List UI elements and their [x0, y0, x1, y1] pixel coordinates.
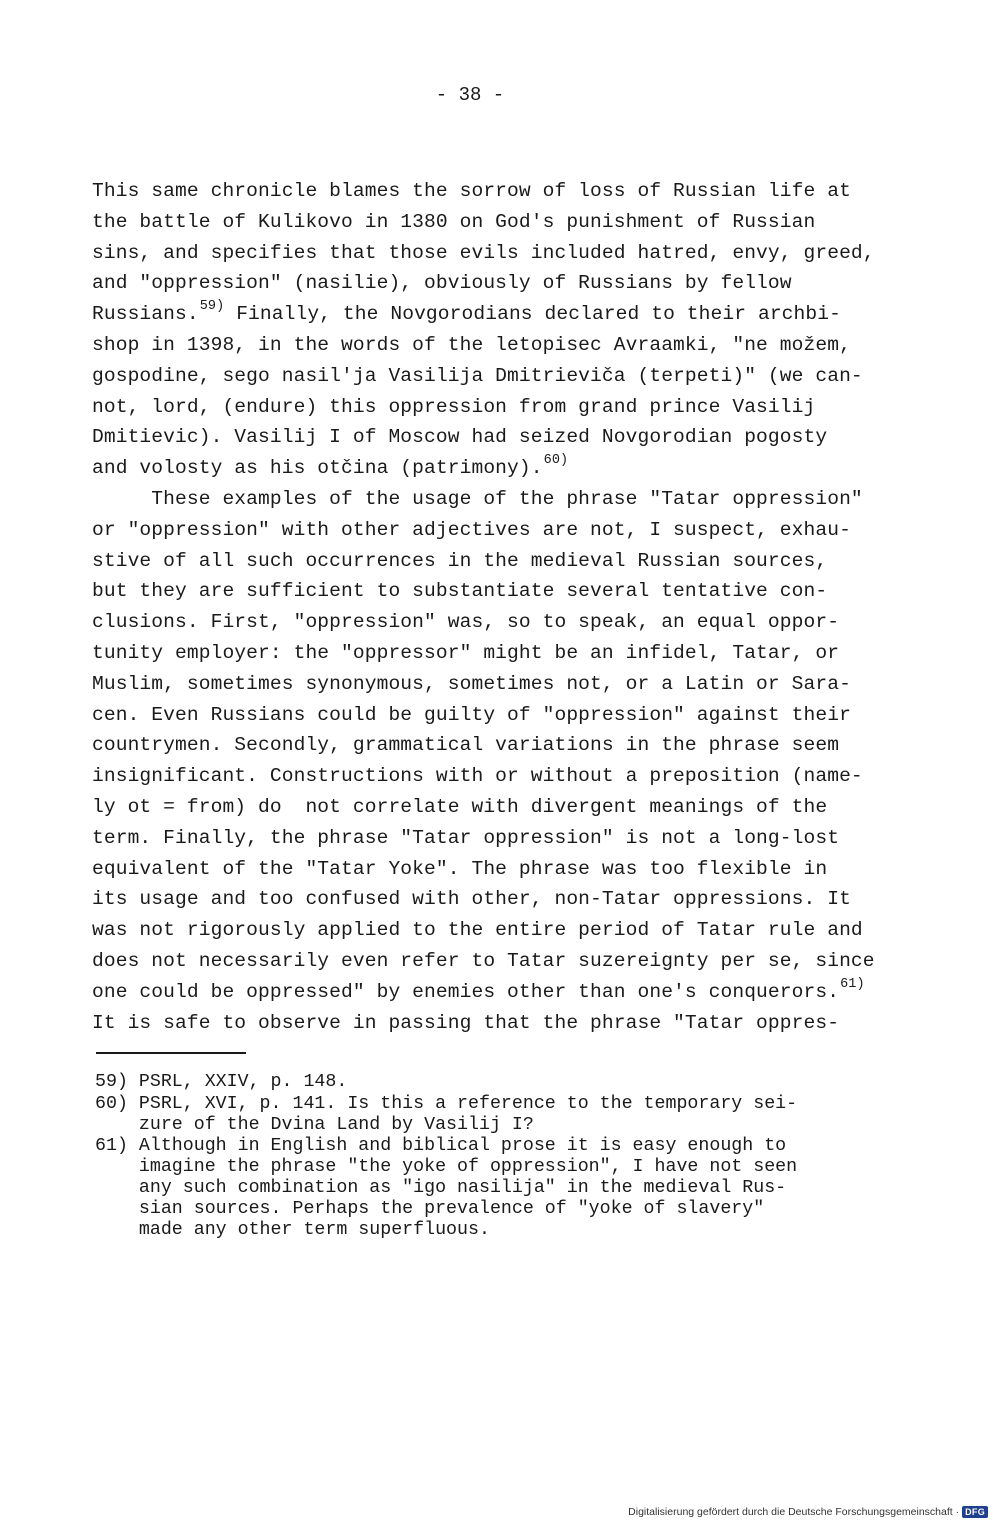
footnote-reference: 60) [543, 453, 569, 469]
text-line [92, 515, 912, 546]
line-text: and volosty as his otčina (patrimony). [92, 457, 543, 480]
text-line [92, 854, 912, 885]
text-line [92, 176, 912, 207]
line-text-continued: Finally, the Novgorodians declared to their archbi- [224, 303, 841, 326]
footnote-reference: 59) [199, 299, 225, 315]
body-text [92, 176, 912, 1038]
footnote-line: zure of the Dvina Land by Vasilij I? [95, 1114, 534, 1135]
line-text: countrymen. Secondly, grammatical variations in the phrase seem [92, 734, 840, 757]
text-line [92, 484, 912, 515]
line-text: Russians. [92, 303, 199, 326]
line-text: the battle of Kulikovo in 1380 on God's punishment of Russian [92, 210, 816, 233]
text-line [92, 453, 912, 484]
footnote [95, 1094, 915, 1136]
text-line [92, 207, 912, 238]
text-line [92, 546, 912, 577]
text-line [92, 946, 912, 977]
text-line [92, 422, 912, 453]
footnote-line: made any other term superfluous. [95, 1219, 490, 1240]
line-text: its usage and too confused with other, non-Tatar oppressions. It [92, 888, 851, 911]
line-text: cen. Even Russians could be guilty of "oppression" against their [92, 703, 851, 726]
footnote-divider [96, 1052, 246, 1054]
line-text: was not rigorously applied to the entire period of Tatar rule and [92, 919, 863, 942]
line-text: ly ot = from) do not correlate with divergent meanings of the [92, 795, 828, 818]
footnote-reference: 61) [840, 976, 865, 992]
line-text: one could be oppressed" by enemies other than one's conquerors. [92, 980, 840, 1003]
text-line [92, 977, 912, 1008]
line-text: insignificant. Constructions with or without a preposition (name- [92, 765, 863, 788]
text-line [92, 638, 912, 669]
footnote-line: 59) PSRL, XXIV, p. 148. [95, 1072, 348, 1092]
footnote [95, 1072, 915, 1093]
line-text: sins, and specifies that those evils included hatred, envy, greed, [92, 241, 875, 264]
page-number: - 38 - [435, 84, 505, 106]
line-text: equivalent of the "Tatar Yoke". The phrase was too flexible in [92, 857, 828, 880]
text-line [92, 915, 912, 946]
text-line [92, 299, 912, 330]
funding-credit [628, 1506, 988, 1518]
funding-credit-text: Digitalisierung gefördert durch die Deutsche Forschungsgemeinschaft · [628, 1506, 960, 1518]
line-text: term. Finally, the phrase "Tatar oppression" is not a long-lost [92, 826, 840, 849]
text-line [92, 823, 912, 854]
text-line [92, 700, 912, 731]
footnote-line: 60) PSRL, XVI, p. 141. Is this a reference to the temporary sei- [95, 1093, 798, 1114]
text-line [92, 576, 912, 607]
text-line [92, 268, 912, 299]
dfg-logo: DFG [962, 1506, 988, 1518]
text-line [92, 884, 912, 915]
text-line [92, 392, 912, 423]
line-text: but they are sufficient to substantiate several tentative con- [92, 580, 828, 603]
text-line [92, 669, 912, 700]
text-line [92, 330, 912, 361]
text-line [92, 238, 912, 269]
line-text: and "oppression" (nasilie), obviously of Russians by fellow [92, 272, 792, 295]
text-line [92, 761, 912, 792]
line-text: does not necessarily even refer to Tatar suzereignty per se, since [92, 949, 875, 972]
footnote [95, 1136, 915, 1240]
footnote-line: 61) Although in English and biblical prose it is easy enough to [95, 1136, 787, 1157]
text-line [92, 792, 912, 823]
text-line [92, 730, 912, 761]
text-line [92, 607, 912, 638]
line-text: Dmitievic). Vasilij I of Moscow had seized Novgorodian pogosty [92, 426, 828, 449]
line-text: gospodine, sego nasil'ja Vasilija Dmitrieviča (terpeti)" (we can- [92, 364, 863, 387]
line-text: This same chronicle blames the sorrow of loss of Russian life at [92, 180, 851, 202]
footnote-line: any such combination as "igo nasilija" in the medieval Rus- [95, 1177, 787, 1198]
line-text: It is safe to observe in passing that the phrase "Tatar oppres- [92, 1011, 840, 1034]
text-line [92, 361, 912, 392]
line-text: tunity employer: the "oppressor" might be an infidel, Tatar, or [92, 641, 840, 664]
footnote-line: sian sources. Perhaps the prevalence of "yoke of slavery" [95, 1198, 765, 1219]
line-text: clusions. First, "oppression" was, so to speak, an equal oppor- [92, 611, 840, 634]
line-text: Muslim, sometimes synonymous, sometimes not, or a Latin or Sara- [92, 672, 851, 695]
line-text: shop in 1398, in the words of the letopisec Avraamki, "ne možem, [92, 333, 851, 356]
line-text: stive of all such occurrences in the medieval Russian sources, [92, 549, 828, 572]
line-text: These examples of the usage of the phrase "Tatar oppression" [92, 487, 863, 510]
footnote-line: imagine the phrase "the yoke of oppression", I have not seen [95, 1157, 798, 1178]
line-text: not, lord, (endure) this oppression from grand prince Vasilij [92, 395, 816, 418]
line-text: or "oppression" with other adjectives are not, I suspect, exhau- [92, 518, 851, 541]
footnotes [95, 1072, 915, 1240]
text-line [92, 1008, 912, 1039]
